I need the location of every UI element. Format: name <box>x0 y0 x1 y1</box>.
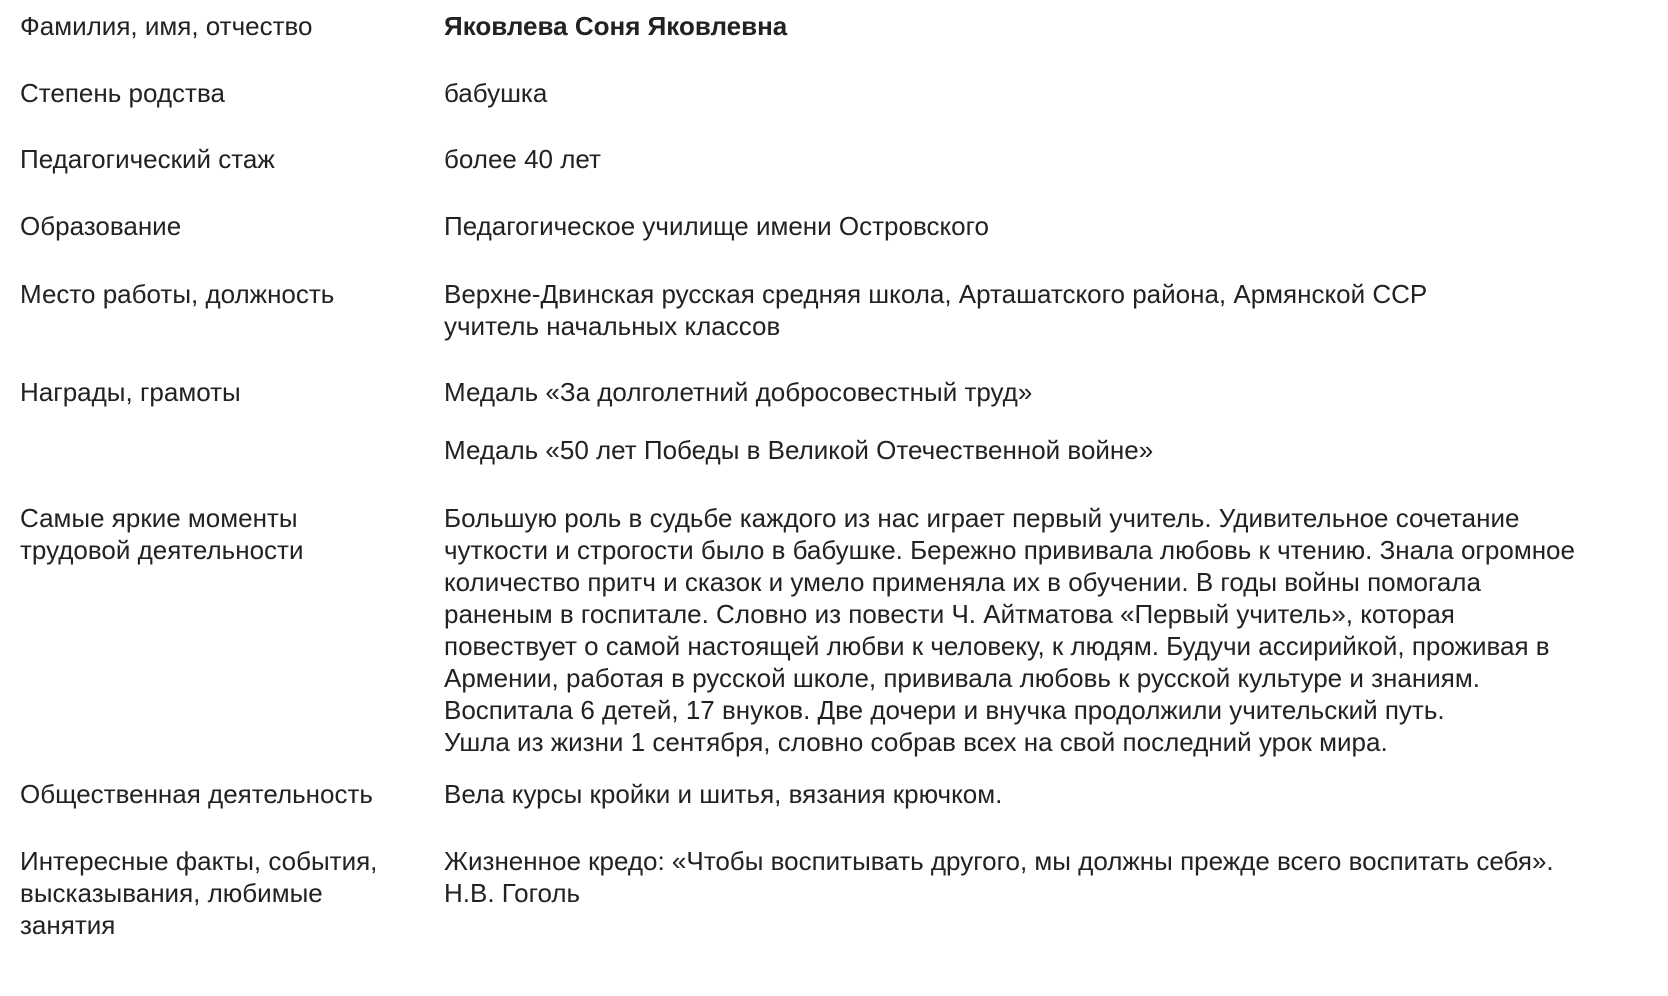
row-value <box>444 376 1664 466</box>
label-line: Самые яркие моменты <box>20 503 298 533</box>
row-label <box>20 278 420 310</box>
value-line: более 40 лет <box>444 144 601 174</box>
value-line: Верхне-Двинская русская средняя школа, Арташатского района, Армянской ССР <box>444 279 1428 309</box>
row-value <box>444 10 1664 42</box>
value-line: раненым в госпитале. Словно из повести Ч. Айтматова «Первый учитель», которая <box>444 599 1455 629</box>
value-line: учитель начальных классов <box>444 311 781 341</box>
label-line: Общественная деятельность <box>20 779 373 809</box>
value-line: Педагогическое училище имени Островского <box>444 211 989 241</box>
row-label <box>20 778 420 810</box>
label-line: трудовой деятельности <box>20 535 304 565</box>
value-line: Большую роль в судьбе каждого из нас играет первый учитель. Удивительное сочетание <box>444 503 1520 533</box>
label-line: Степень родства <box>20 78 225 108</box>
value-line: Вела курсы кройки и шитья, вязания крючком. <box>444 779 1003 809</box>
value-line: Воспитала 6 детей, 17 внуков. Две дочери и внучка продолжили учительский путь. <box>444 695 1445 725</box>
value-line: количество притч и сказок и умело применяла их в обучении. В годы войны помогала <box>444 567 1481 597</box>
label-line: Место работы, должность <box>20 279 335 309</box>
label-line: Награды, грамоты <box>20 377 241 407</box>
label-line: Фамилия, имя, отчество <box>20 11 313 41</box>
label-line: высказывания, любимые <box>20 878 323 908</box>
row-value <box>444 502 1664 758</box>
award-line: Медаль «За долголетний добросовестный труд» <box>444 377 1033 407</box>
row-label <box>20 502 420 566</box>
row-value <box>444 778 1664 810</box>
row-value <box>444 845 1664 909</box>
value-line: Н.В. Гоголь <box>444 878 581 908</box>
row-label <box>20 210 420 242</box>
row-value <box>444 278 1664 342</box>
row-value <box>444 77 1664 109</box>
label-line: Педагогический стаж <box>20 144 275 174</box>
row-label <box>20 77 420 109</box>
full-name-value: Яковлева Соня Яковлевна <box>444 11 788 41</box>
label-line: Интересные факты, события, <box>20 846 378 876</box>
row-label <box>20 143 420 175</box>
value-line: Армении, работая в русской школе, прививала любовь к русской культуре и знаниям. <box>444 663 1480 693</box>
label-line: занятия <box>20 910 116 940</box>
row-label <box>20 376 420 408</box>
label-line: Образование <box>20 211 182 241</box>
row-value <box>444 210 1664 242</box>
row-label <box>20 10 420 42</box>
value-line: повествует о самой настоящей любви к человеку, к людям. Будучи ассирийкой, проживая в <box>444 631 1550 661</box>
row-value <box>444 143 1664 175</box>
value-line: бабушка <box>444 78 548 108</box>
value-line: чуткости и строгости было в бабушке. Бережно прививала любовь к чтению. Знала огромное <box>444 535 1575 565</box>
row-label <box>20 845 420 941</box>
value-line: Ушла из жизни 1 сентября, словно собрав всех на свой последний урок мира. <box>444 727 1388 757</box>
value-line: Жизненное кредо: «Чтобы воспитывать другого, мы должны прежде всего воспитать себя». <box>444 846 1554 876</box>
award-line: Медаль «50 лет Победы в Великой Отечественной войне» <box>444 435 1154 465</box>
